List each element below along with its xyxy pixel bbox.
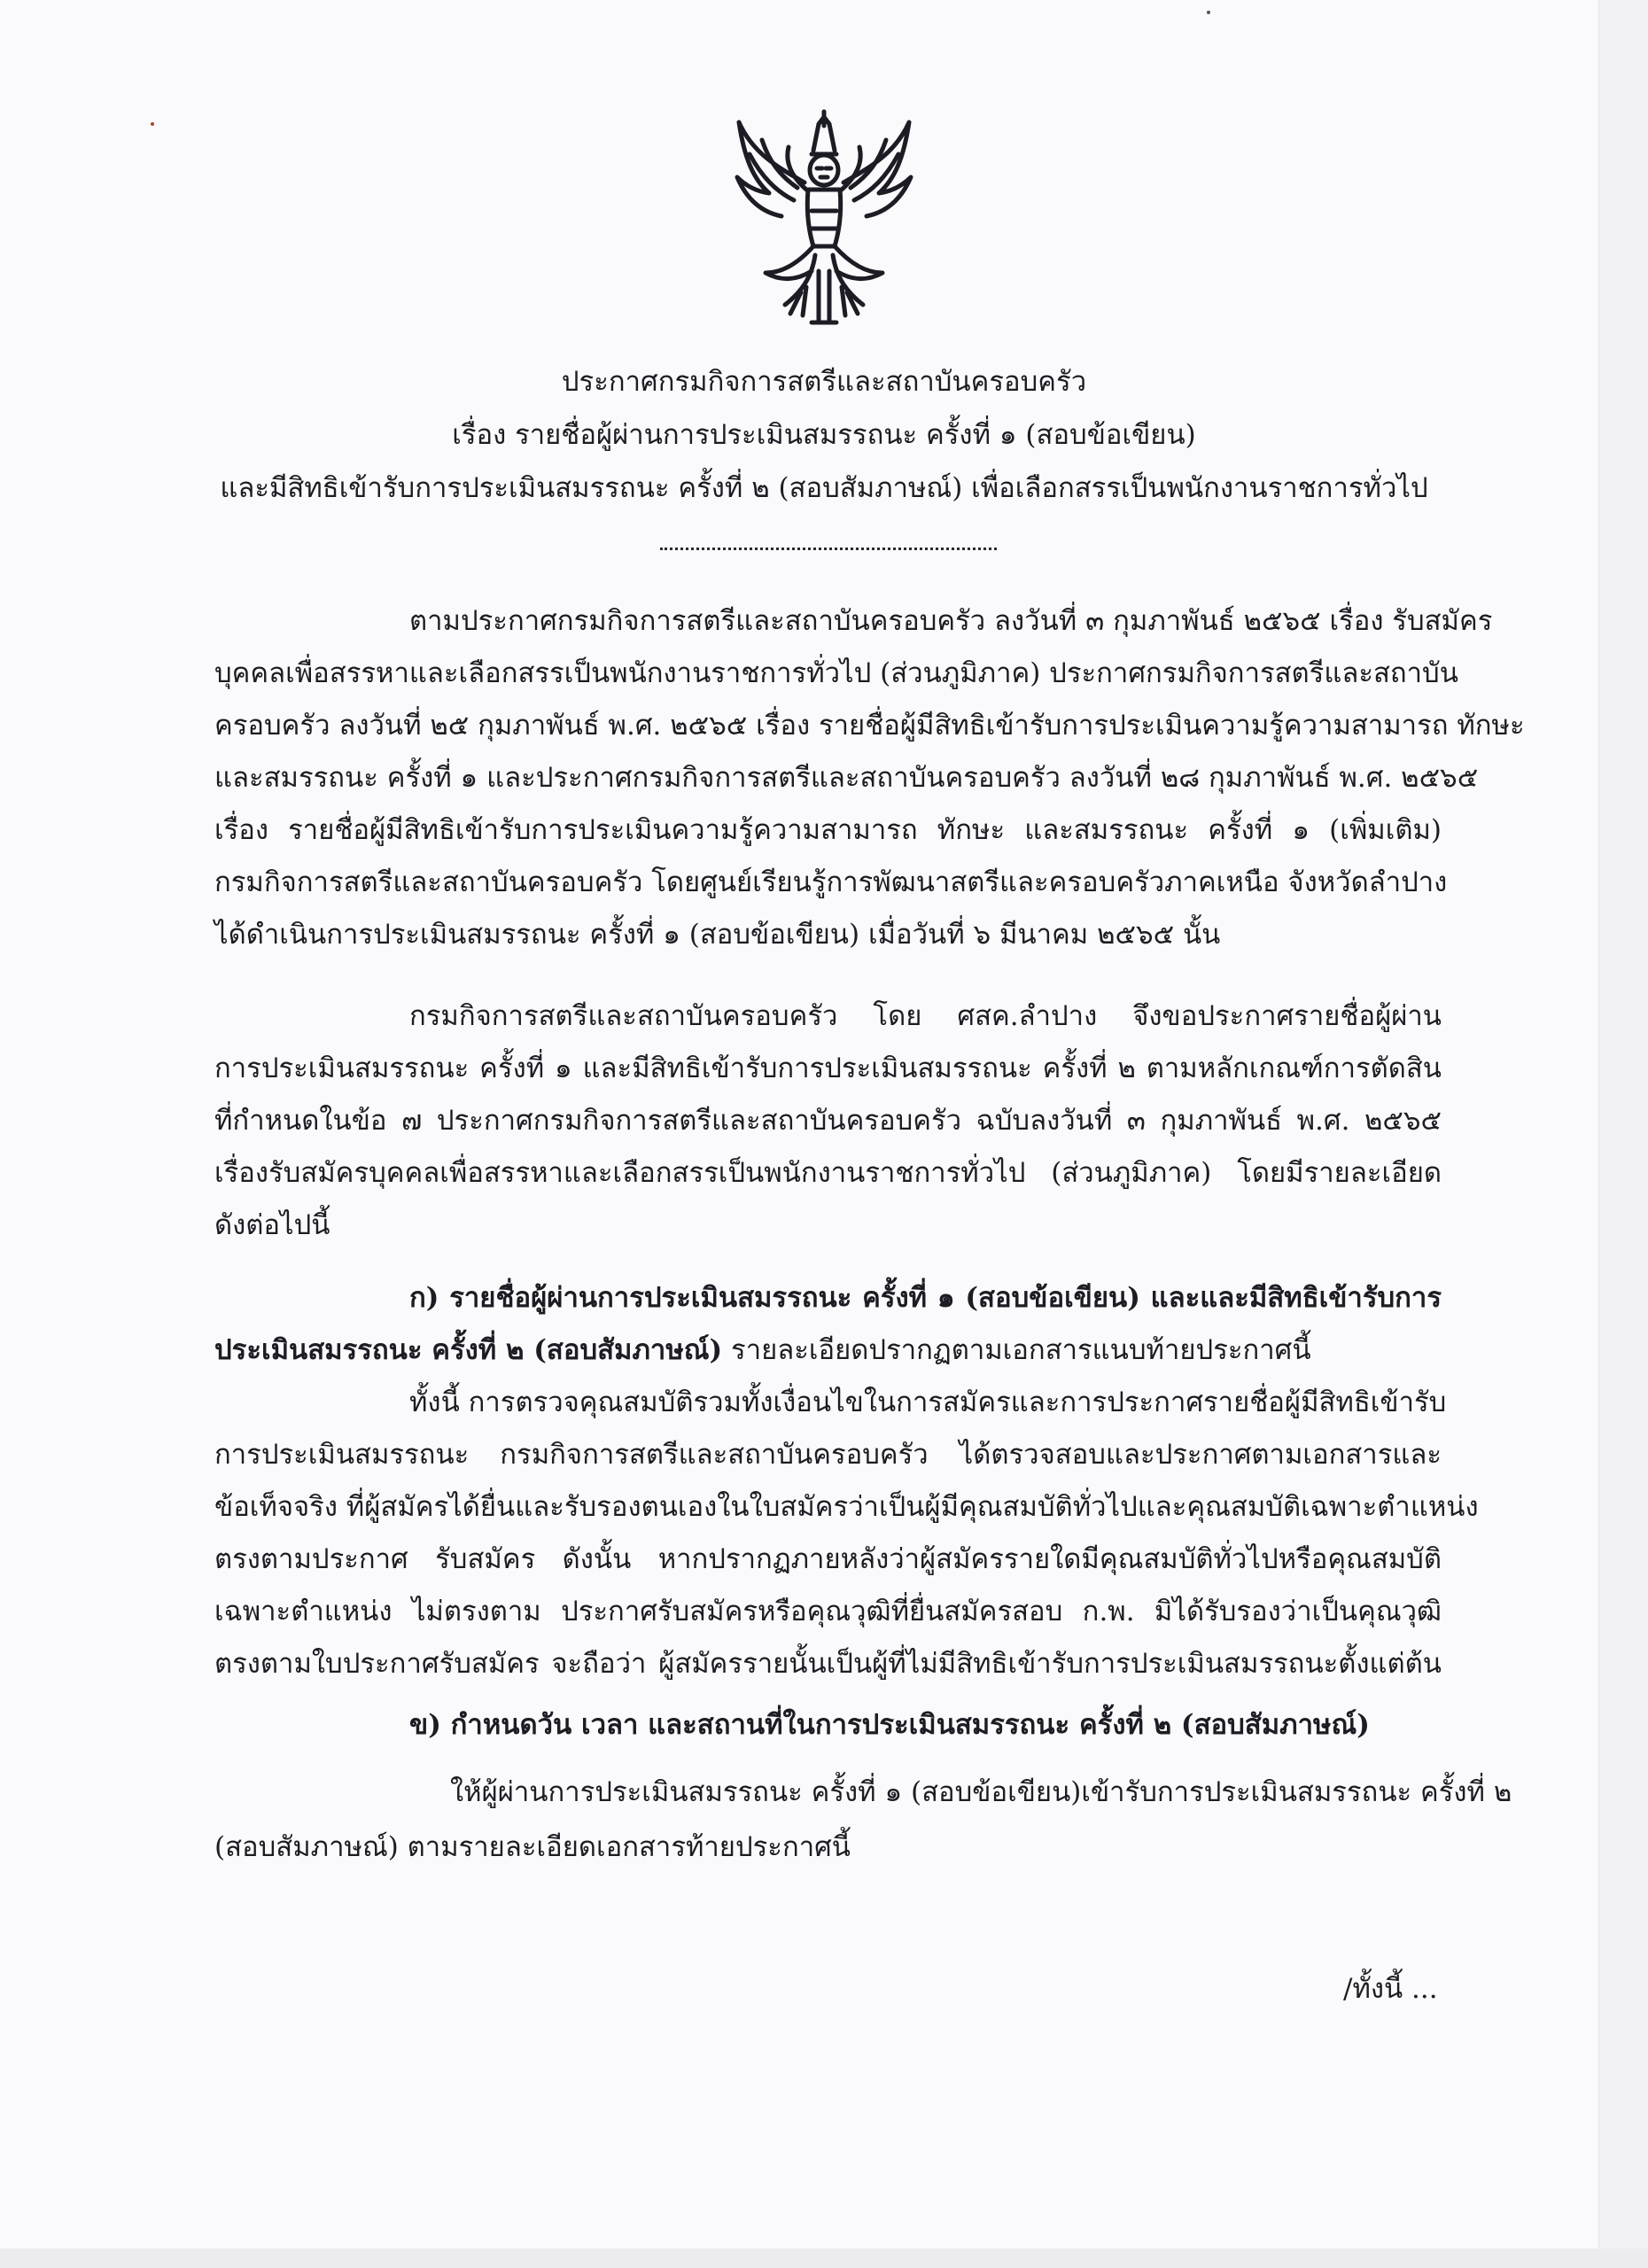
announcement-title: ประกาศกรมกิจการสตรีและสถาบันครอบครัว (561, 366, 1087, 398)
paragraph-1-line: กรมกิจการสตรีและสถาบันครอบครัว โดยศูนย์เรียนรู้การพัฒนาสตรีและครอบครัวภาคเหนือ จังหวัดลำปาง (214, 866, 1448, 898)
paragraph-2-line: ที่กำหนดในข้อ ๗ ประกาศกรมกิจการสตรีและสถาบันครอบครัว ฉบับลงวันที่ ๓ กุมภาพันธ์ พ.ศ. ๒๕๖๕ (214, 1105, 1442, 1137)
section-b-heading: ข) กำหนดวัน เวลา และสถานที่ในการประเมินสมรรถนะ ครั้งที่ ๒ (สอบสัมภาษณ์) (409, 1709, 1370, 1741)
scan-speck (151, 122, 154, 126)
section-a-detail: รายละเอียดปรากฏตามเอกสารแนบท้ายประกาศนี้ (722, 1334, 1311, 1366)
paragraph-2-line: เรื่องรับสมัครบุคคลเพื่อสรรหาและเลือกสรรเป็นพนักงานราชการทั่วไป (ส่วนภูมิภาค) โดยมีรายละเอียด (214, 1157, 1442, 1189)
scan-margin-bottom (0, 2249, 1648, 2268)
paragraph-4-line: ให้ผู้ผ่านการประเมินสมรรถนะ ครั้งที่ ๑ (สอบข้อเขียน)เข้ารับการประเมินสมรรถนะ ครั้งที่ ๒ (450, 1776, 1512, 1808)
section-a-heading-continued: ประเมินสมรรถนะ ครั้งที่ ๒ (สอบสัมภาษณ์) (214, 1334, 723, 1366)
scan-margin-right (1598, 0, 1648, 2268)
paragraph-1-line: ตามประกาศกรมกิจการสตรีและสถาบันครอบครัว ลงวันที่ ๓ กุมภาพันธ์ ๒๕๖๕ เรื่อง รับสมัคร (409, 605, 1493, 637)
announcement-subject: เรื่อง รายชื่อผู้ผ่านการประเมินสมรรถนะ ครั้งที่ ๑ (สอบข้อเขียน) (452, 419, 1196, 451)
paragraph-3-line: ตรงตามใบประกาศรับสมัคร จะถือว่า ผู้สมัครรายนั้นเป็นผู้ที่ไม่มีสิทธิเข้ารับการประเมินสมรรถนะตั้งแต่ต้น (214, 1648, 1442, 1680)
paragraph-3-line: เฉพาะตำแหน่ง ไม่ตรงตาม ประกาศรับสมัครหรือคุณวุฒิที่ยื่นสมัครสอบ ก.พ. มิได้รับรองว่าเป็นคุณวุฒิ (214, 1596, 1442, 1627)
paragraph-1-line: บุคคลเพื่อสรรหาและเลือกสรรเป็นพนักงานราชการทั่วไป (ส่วนภูมิภาค) ประกาศกรมกิจการสตรีและสถาบัน (214, 657, 1458, 689)
garuda-emblem-icon (727, 105, 921, 330)
paragraph-2-line: กรมกิจการสตรีและสถาบันครอบครัว โดย ศสค.ลำปาง จึงขอประกาศรายชื่อผู้ผ่าน (409, 1000, 1442, 1032)
continued-marker: /ทั้งนี้ ... (1343, 1973, 1438, 2005)
paragraph-3-line: ข้อเท็จจริง ที่ผู้สมัครได้ยื่นและรับรองตนเองในใบสมัครว่าเป็นผู้มีคุณสมบัติทั่วไปและคุณสมบัติเฉพาะตำแหน่ง (214, 1491, 1479, 1523)
paragraph-1-line: และสมรรถนะ ครั้งที่ ๑ และประกาศกรมกิจการสตรีและสถาบันครอบครัว ลงวันที่ ๒๘ กุมภาพันธ์ พ.ศ. ๒๕๖๕ (214, 762, 1479, 794)
paragraph-4-line: (สอบสัมภาษณ์) ตามรายละเอียดเอกสารท้ายประกาศนี้ (214, 1831, 851, 1863)
announcement-subject-line2: และมีสิทธิเข้ารับการประเมินสมรรถนะ ครั้งที่ ๒ (สอบสัมภาษณ์) เพื่อเลือกสรรเป็นพนักงานราชการทั่วไป (220, 472, 1428, 504)
scan-speck (1207, 11, 1210, 14)
title-divider (660, 548, 997, 550)
paragraph-1-line: ครอบครัว ลงวันที่ ๒๕ กุมภาพันธ์ พ.ศ. ๒๕๖๕ เรื่อง รายชื่อผู้มีสิทธิเข้ารับการประเมินความรู้ความสามารถ ทักษะ (214, 710, 1525, 742)
paragraph-2-line: ดังต่อไปนี้ (214, 1209, 330, 1241)
paragraph-1-line: เรื่อง รายชื่อผู้มีสิทธิเข้ารับการประเมินความรู้ความสามารถ ทักษะ และสมรรถนะ ครั้งที่ ๑ (เพิ่มเติม) (214, 814, 1442, 846)
paragraph-3-line: การประเมินสมรรถนะ กรมกิจการสตรีและสถาบันครอบครัว ได้ตรวจสอบและประกาศตามเอกสารและ (214, 1439, 1442, 1471)
section-a-line2 (214, 1334, 1311, 1366)
paragraph-2-line: การประเมินสมรรถนะ ครั้งที่ ๑ และมีสิทธิเข้ารับการประเมินสมรรถนะ ครั้งที่ ๒ ตามหลักเกณฑ์การตัดสิน (214, 1052, 1442, 1084)
section-a-heading: ก) รายชื่อผู้ผ่านการประเมินสมรรถนะ ครั้งที่ ๑ (สอบข้อเขียน) และและมีสิทธิเข้ารับการ (409, 1282, 1442, 1314)
paragraph-1-line: ได้ดำเนินการประเมินสมรรถนะ ครั้งที่ ๑ (สอบข้อเขียน) เมื่อวันที่ ๖ มีนาคม ๒๕๖๕ นั้น (214, 919, 1221, 951)
paragraph-3-line: ตรงตามประกาศ รับสมัคร ดังนั้น หากปรากฏภายหลังว่าผู้สมัครรายใดมีคุณสมบัติทั่วไปหรือคุณสมบัติ (214, 1543, 1442, 1575)
paragraph-3-line: ทั้งนี้ การตรวจคุณสมบัติรวมทั้งเงื่อนไขในการสมัครและการประกาศรายชื่อผู้มีสิทธิเข้ารับ (409, 1386, 1447, 1418)
